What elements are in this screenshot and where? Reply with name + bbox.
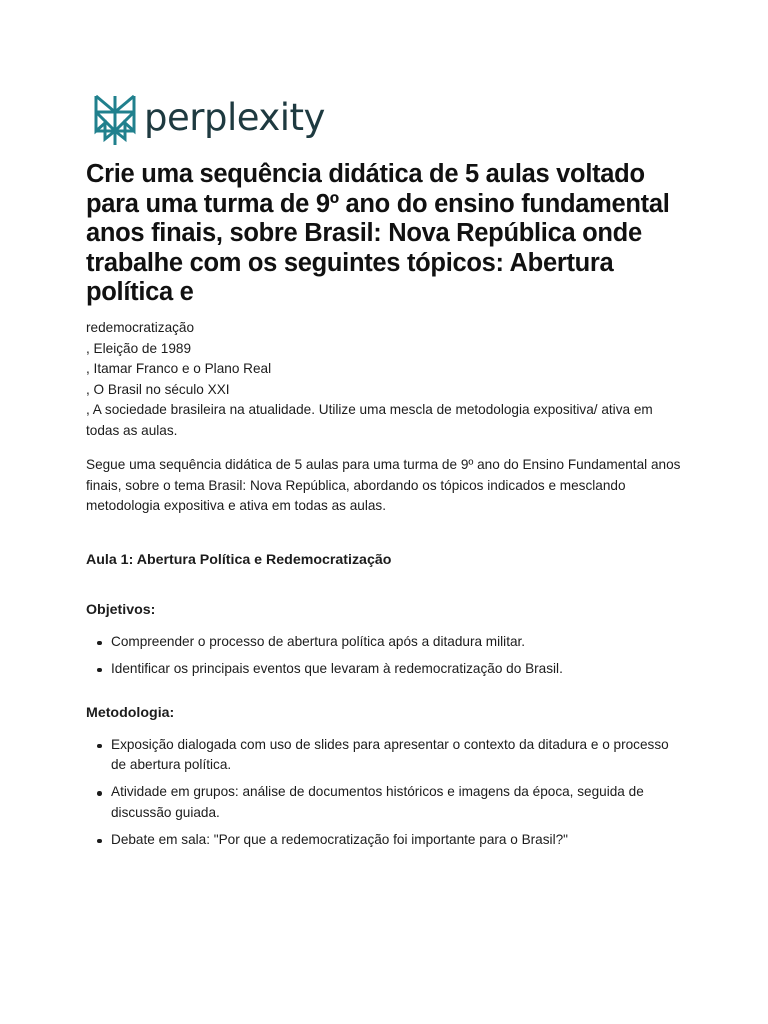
- methodology-heading: Metodologia:: [86, 705, 175, 721]
- question-title: Crie uma sequência didática de 5 aulas voltado para uma turma de 9º ano do ensino fundamental anos finais, sobre Brasil: Nova República onde trabalhe com os seguintes tópicos: Abertura política e: [86, 160, 670, 306]
- question-line: , O Brasil no século XXI: [86, 381, 230, 397]
- list-item: [86, 830, 686, 851]
- bullet-icon: [97, 791, 102, 796]
- question-line: , Eleição de 1989: [86, 340, 192, 356]
- perplexity-logo: [92, 92, 325, 148]
- question-continuation: [86, 318, 686, 441]
- question-line: , A sociedade brasileira na atualidade. Utilize uma mescla de metodologia expositiva/ ativa em todas as aulas.: [86, 402, 653, 438]
- list-item-text: Compreender o processo de abertura política após a ditadura militar.: [111, 633, 526, 649]
- lesson-1-title: Aula 1: Abertura Política e Redemocratização: [86, 551, 392, 568]
- list-item: [86, 735, 686, 776]
- perplexity-wordmark: perplexity: [144, 95, 325, 139]
- bullet-icon: [97, 668, 102, 673]
- bullet-icon: [97, 641, 102, 646]
- bullet-icon: [97, 744, 102, 749]
- list-item-text: Exposição dialogada com uso de slides para apresentar o contexto da ditadura e o processo de abertura política.: [111, 736, 669, 772]
- question-line: redemocratização: [86, 320, 195, 335]
- objectives-list: [86, 632, 686, 680]
- document-content: [86, 318, 686, 857]
- answer-intro: Segue uma sequência didática de 5 aulas para uma turma de 9º ano do Ensino Fundamental anos finais, sobre o tema Brasil: Nova República, abordando os tópicos indicados e mesclando metodologia expositiva e ativa em todas as aulas.: [86, 457, 681, 513]
- list-item: [86, 659, 686, 680]
- bullet-icon: [97, 839, 102, 844]
- list-item: [86, 782, 686, 823]
- question-line: , Itamar Franco e o Plano Real: [86, 361, 272, 376]
- methodology-list: [86, 735, 686, 851]
- list-item-text: Debate em sala: "Por que a redemocratização foi importante para o Brasil?": [111, 831, 568, 847]
- list-item: [86, 632, 686, 653]
- list-item-text: Identificar os principais eventos que levaram à redemocratização do Brasil.: [111, 660, 563, 676]
- perplexity-logo-icon: [92, 93, 138, 147]
- list-item-text: Atividade em grupos: análise de documentos históricos e imagens da época, seguida de discussão guiada.: [111, 784, 644, 820]
- objectives-heading: Objetivos:: [86, 602, 156, 618]
